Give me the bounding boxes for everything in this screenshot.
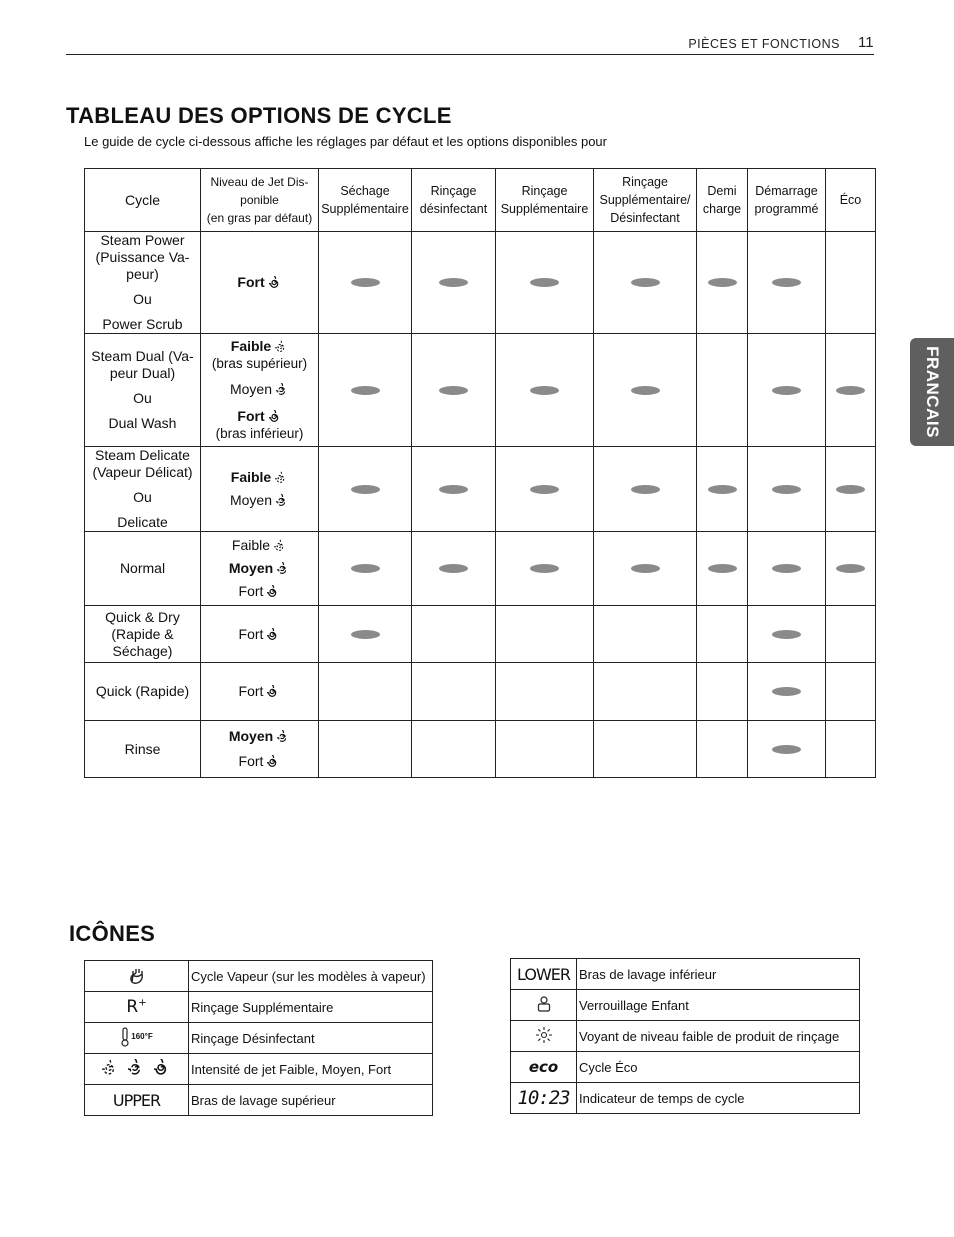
- jet-fort-icon: [267, 685, 280, 698]
- intro-text: Le guide de cycle ci-dessous affiche les réglages par défaut et les options disponibles pour: [84, 134, 607, 149]
- level-moyen-label: Moyen: [228, 560, 274, 576]
- table-row: [85, 334, 876, 447]
- table-row: [85, 606, 876, 663]
- col-rincsd-line2: Supplémentaire/: [599, 193, 691, 207]
- icon-row: [511, 1052, 860, 1083]
- level-fort-label: Fort: [238, 625, 264, 642]
- option-cell: [826, 606, 876, 663]
- option-cell: [748, 606, 826, 663]
- cycle-name-cell: [85, 663, 201, 721]
- jet-moyen-icon: [128, 1059, 145, 1076]
- option-available-marker: [836, 564, 865, 573]
- lower-glyph: LOWER: [517, 964, 570, 984]
- option-cell: [594, 532, 697, 606]
- jet-fort-icon: [269, 410, 282, 423]
- running-header-section: PIÈCES ET FONCTIONS: [688, 37, 840, 51]
- option-cell: [748, 447, 826, 532]
- icon-label: Rinçage Désinfectant: [189, 1023, 433, 1054]
- option-available-marker: [772, 687, 801, 696]
- col-demi-line2: charge: [702, 202, 742, 216]
- icons-table-left: [84, 960, 433, 1116]
- col-demar-line1: Démarrage: [755, 184, 818, 198]
- option-cell: [319, 721, 412, 778]
- option-cell: [319, 532, 412, 606]
- option-available-marker: [351, 630, 380, 639]
- option-cell: [748, 663, 826, 721]
- col-level: [201, 169, 319, 232]
- icons-title: ICÔNES: [69, 921, 156, 946]
- option-cell: [697, 334, 748, 447]
- option-available-marker: [439, 564, 468, 573]
- icon-label: Indicateur de temps de cycle: [577, 1083, 860, 1114]
- cycle-name-line: (Puissance Va-: [95, 249, 190, 265]
- option-available-marker: [772, 745, 801, 754]
- jet-moyen-icon: [277, 730, 290, 743]
- col-demar-line2: programmé: [754, 202, 819, 216]
- rinse-plus-sup: +: [138, 997, 147, 1009]
- table-header-row: [85, 169, 876, 232]
- option-cell: [496, 606, 594, 663]
- icon-row: [85, 1085, 433, 1116]
- table-row: [85, 532, 876, 606]
- jet-level-cell: [201, 334, 319, 447]
- option-available-marker: [530, 386, 559, 395]
- option-cell: [496, 663, 594, 721]
- icon-label: Verrouillage Enfant: [577, 990, 860, 1021]
- language-side-tab: [910, 338, 954, 446]
- col-rincsup-line1: Rinçage: [521, 184, 568, 198]
- option-cell: [319, 232, 412, 334]
- option-available-marker: [351, 278, 380, 287]
- col-sechage-line1: Séchage: [340, 184, 390, 198]
- option-available-marker: [772, 386, 801, 395]
- option-cell: [594, 663, 697, 721]
- option-available-marker: [530, 564, 559, 573]
- cycle-name-line: Séchage): [112, 642, 173, 659]
- table-row: [85, 721, 876, 778]
- jet-moyen-icon: [276, 494, 289, 507]
- cycle-name-line: peur): [126, 266, 159, 282]
- option-available-marker: [439, 386, 468, 395]
- option-cell: [412, 663, 496, 721]
- col-sechage: [319, 169, 412, 232]
- col-rincsup-line2: Supplémentaire: [500, 202, 589, 216]
- jet-level-cell: [201, 447, 319, 532]
- col-level-line3: (en gras par défaut): [206, 211, 313, 225]
- option-cell: [412, 334, 496, 447]
- icon-row: [85, 1054, 433, 1085]
- option-cell: [496, 532, 594, 606]
- jet-faible-icon: [274, 539, 287, 552]
- icon-label: Cycle Éco: [577, 1052, 860, 1083]
- option-cell: [496, 334, 594, 447]
- option-cell: [697, 606, 748, 663]
- icon-row: [511, 1021, 860, 1052]
- col-rincsd-line1: Rinçage: [622, 175, 668, 189]
- col-sechage-line2: Supplémentaire: [321, 202, 409, 216]
- option-available-marker: [439, 278, 468, 287]
- option-cell: [496, 721, 594, 778]
- jet-level-cell: [201, 232, 319, 334]
- upper-glyph: UPPER: [112, 1090, 161, 1110]
- jet-fort-icon: [267, 628, 280, 641]
- col-rincsd-line3: Désinfectant: [610, 211, 680, 225]
- option-cell: [748, 721, 826, 778]
- col-level-line2: ponible: [240, 193, 279, 207]
- level-faible-sub: (bras supérieur): [211, 356, 308, 371]
- option-cell: [594, 334, 697, 447]
- cycle-name-line: Steam Power: [100, 232, 185, 248]
- table-row: [85, 663, 876, 721]
- option-available-marker: [708, 278, 737, 287]
- jet-faible-icon: [275, 471, 288, 484]
- icon-label: Cycle Vapeur (sur les modèles à vapeur): [189, 961, 433, 992]
- jet-fort-icon: [154, 1059, 171, 1076]
- jet-moyen-icon: [276, 383, 289, 396]
- icon-label: Bras de lavage inférieur: [577, 959, 860, 990]
- cycle-name-cell: [85, 532, 201, 606]
- cycle-name-line: Steam Dual (Va-: [91, 348, 194, 364]
- col-rincdes-line2: désinfectant: [419, 202, 488, 216]
- cycle-options-table: [84, 168, 876, 778]
- col-rincage-desinfectant: [412, 169, 496, 232]
- option-available-marker: [351, 485, 380, 494]
- cycle-name-line: Steam Delicate: [95, 447, 190, 463]
- level-moyen-label: Moyen: [228, 728, 274, 744]
- option-cell: [826, 447, 876, 532]
- col-demi-line1: Demi: [707, 184, 737, 198]
- jet-intensity-icons: [85, 1054, 189, 1085]
- option-cell: [748, 532, 826, 606]
- option-cell: [319, 334, 412, 447]
- option-cell: [697, 663, 748, 721]
- option-available-marker: [708, 485, 737, 494]
- level-fort-label: Fort: [237, 274, 265, 290]
- option-cell: [594, 447, 697, 532]
- cycle-name-cell: [85, 334, 201, 447]
- level-fort-label: Fort: [237, 408, 265, 424]
- option-cell: [319, 663, 412, 721]
- jet-faible-icon: [102, 1059, 119, 1076]
- option-available-marker: [631, 564, 660, 573]
- level-moyen-label: Moyen: [229, 381, 273, 397]
- icon-label: Intensité de jet Faible, Moyen, Fort: [189, 1054, 433, 1085]
- option-cell: [748, 334, 826, 447]
- option-cell: [697, 232, 748, 334]
- table-row: [85, 447, 876, 532]
- jet-level-cell: [201, 606, 319, 663]
- option-available-marker: [631, 485, 660, 494]
- cycle-name-line: (Rapide &: [111, 625, 174, 642]
- cycle-name-line: Ou: [133, 291, 152, 307]
- child-lock-icon: [511, 990, 577, 1021]
- option-cell: [697, 721, 748, 778]
- option-cell: [748, 232, 826, 334]
- col-level-line1: Niveau de Jet Dis-: [210, 175, 309, 189]
- option-available-marker: [530, 485, 559, 494]
- level-faible-label: Faible: [231, 537, 271, 553]
- level-fort-sub: (bras inférieur): [215, 426, 304, 441]
- level-fort-label: Fort: [238, 683, 264, 699]
- option-available-marker: [708, 564, 737, 573]
- lower-icon: [511, 959, 577, 990]
- upper-icon: [85, 1085, 189, 1116]
- jet-level-cell: [201, 663, 319, 721]
- cycle-name-line: Normal: [119, 560, 166, 576]
- col-demi-charge: [697, 169, 748, 232]
- col-rincage-supplementaire: [496, 169, 594, 232]
- jet-fort-icon: [267, 755, 280, 768]
- level-fort-label: Fort: [238, 583, 264, 599]
- jet-fort-icon: [267, 585, 280, 598]
- cycle-name-line: Dual Wash: [108, 415, 177, 431]
- icon-row: [511, 1083, 860, 1114]
- thermometer-160f-icon: [85, 1023, 189, 1054]
- option-cell: [594, 606, 697, 663]
- icon-row: [85, 961, 433, 992]
- option-available-marker: [772, 278, 801, 287]
- rinse-glyph: R: [126, 997, 139, 1017]
- option-available-marker: [836, 485, 865, 494]
- option-cell: [826, 532, 876, 606]
- option-cell: [594, 232, 697, 334]
- option-cell: [412, 232, 496, 334]
- time-glyph: 10:23: [517, 1087, 570, 1109]
- option-available-marker: [351, 564, 380, 573]
- option-available-marker: [772, 630, 801, 639]
- option-cell: [412, 447, 496, 532]
- jet-level-cell: [201, 532, 319, 606]
- option-available-marker: [631, 386, 660, 395]
- language-label: FRANCAIS: [923, 346, 942, 438]
- steam-icon: [85, 961, 189, 992]
- thermo-temp: 160°F: [131, 1032, 153, 1041]
- option-cell: [319, 447, 412, 532]
- time-display-icon: [511, 1083, 577, 1114]
- cycle-name-cell: [85, 232, 201, 334]
- option-cell: [826, 334, 876, 447]
- page-number: 11: [858, 34, 874, 51]
- cycle-name-cell: [85, 447, 201, 532]
- option-cell: [826, 721, 876, 778]
- option-cell: [697, 447, 748, 532]
- col-rincage-sup-desinfectant: [594, 169, 697, 232]
- option-cell: [412, 532, 496, 606]
- option-cell: [496, 232, 594, 334]
- icon-label: Rinçage Supplémentaire: [189, 992, 433, 1023]
- option-cell: [826, 232, 876, 334]
- cycle-name-line: Delicate: [117, 514, 168, 530]
- table-row: [85, 232, 876, 334]
- option-cell: [826, 663, 876, 721]
- eco-icon: [511, 1052, 577, 1083]
- rinse-aid-low-icon: [511, 1021, 577, 1052]
- options-table-title: TABLEAU DES OPTIONS DE CYCLE: [66, 103, 452, 128]
- cycle-name-line: peur Dual): [109, 365, 176, 381]
- col-eco: Éco: [826, 169, 876, 232]
- icons-table-right: [510, 958, 860, 1114]
- cycle-name-cell: [85, 721, 201, 778]
- option-cell: [412, 721, 496, 778]
- cycle-name-line: Rinse: [124, 740, 161, 757]
- option-available-marker: [772, 564, 801, 573]
- header-rule: [66, 54, 874, 55]
- option-available-marker: [351, 386, 380, 395]
- col-cycle: Cycle: [85, 169, 201, 232]
- level-moyen-label: Moyen: [229, 492, 273, 508]
- option-available-marker: [836, 386, 865, 395]
- jet-fort-icon: [269, 276, 282, 289]
- cycle-name-cell: [85, 606, 201, 663]
- level-fort-label: Fort: [238, 753, 264, 769]
- icon-label: Voyant de niveau faible de produit de rinçage: [577, 1021, 860, 1052]
- cycle-name-line: Ou: [133, 390, 152, 406]
- jet-faible-icon: [275, 340, 288, 353]
- option-cell: [319, 606, 412, 663]
- option-available-marker: [631, 278, 660, 287]
- cycle-name-line: (Vapeur Délicat): [92, 464, 193, 480]
- cycle-name-line: Quick & Dry: [105, 608, 180, 625]
- cycle-name-line: Power Scrub: [102, 316, 183, 332]
- cycle-name-line: Quick (Rapide): [95, 683, 190, 699]
- icon-label: Bras de lavage supérieur: [189, 1085, 433, 1116]
- level-faible-label: Faible: [230, 338, 272, 354]
- col-demarrage-programme: [748, 169, 826, 232]
- option-cell: [594, 721, 697, 778]
- option-cell: [697, 532, 748, 606]
- option-available-marker: [530, 278, 559, 287]
- col-rincdes-line1: Rinçage: [430, 184, 477, 198]
- icon-row: [511, 959, 860, 990]
- option-cell: [412, 606, 496, 663]
- eco-glyph: eco: [528, 1058, 559, 1076]
- jet-level-cell: [201, 721, 319, 778]
- cycle-name-line: Ou: [133, 489, 152, 505]
- option-available-marker: [439, 485, 468, 494]
- rinse-plus-icon: [85, 992, 189, 1023]
- jet-moyen-icon: [277, 562, 290, 575]
- level-faible-label: Faible: [230, 469, 272, 485]
- icon-row: [85, 992, 433, 1023]
- icon-row: [511, 990, 860, 1021]
- option-available-marker: [772, 485, 801, 494]
- option-cell: [496, 447, 594, 532]
- icon-row: [85, 1023, 433, 1054]
